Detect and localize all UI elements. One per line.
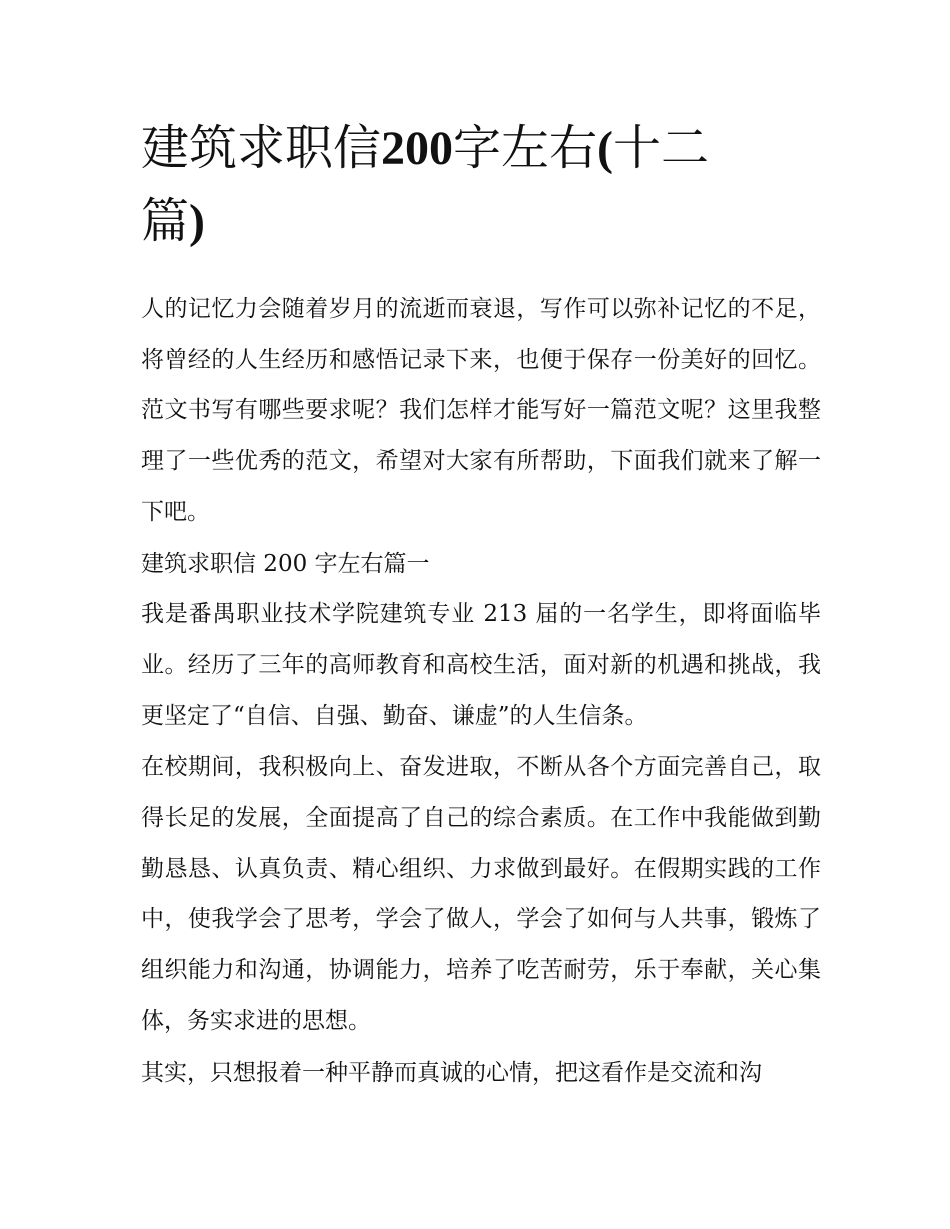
- document-title: [141, 112, 821, 258]
- body-paragraph-2: 在校期间，我积极向上、奋发进取，不断从各个方面完善自己，取得长足的发展，全面提高了自己的综合素质。在工作中我能做到勤勤恳恳、认真负责、精心组织、力求做到最好。在假期实践的工作中，使我学会了思考，学会了做人，学会了如何与人共事，锻炼了组织能力和沟通，协调能力，培养了吃苦耐劳，乐于奉献，关心集体，务实求进的思想。: [141, 754, 821, 1034]
- title-number: 200: [381, 122, 454, 175]
- body-paragraph-3: 其实，只想报着一种平静而真诚的心情，把这看作是交流和沟: [141, 1059, 762, 1086]
- title-paren-open: (: [597, 122, 614, 175]
- title-text-3: 十二: [613, 120, 710, 176]
- section-heading: 建筑求职信 200 字左右篇一: [141, 550, 430, 577]
- title-text-1: 建筑求职信: [141, 120, 382, 176]
- title-text-4: 篇: [141, 193, 190, 249]
- body-paragraph-1: 我是番禺职业技术学院建筑专业 213 届的一名学生，即将面临毕业。经历了三年的高师教育和高校生活，面对新的机遇和挑战，我更坚定了“自信、自强、勤奋、谦虚”的人生信条。: [141, 601, 821, 729]
- document-page: [141, 112, 821, 1099]
- intro-paragraph: 人的记忆力会随着岁月的流逝而衰退，写作可以弥补记忆的不足，将曾经的人生经历和感悟记录下来，也便于保存一份美好的回忆。范文书写有哪些要求呢？我们怎样才能写好一篇范文呢？这里我整理了一些优秀的范文，希望对大家有所帮助，下面我们就来了解一下吧。: [141, 296, 821, 525]
- document-body: [141, 284, 821, 1098]
- title-text-2: 字左右: [453, 120, 598, 176]
- title-paren-close: ): [189, 195, 205, 248]
